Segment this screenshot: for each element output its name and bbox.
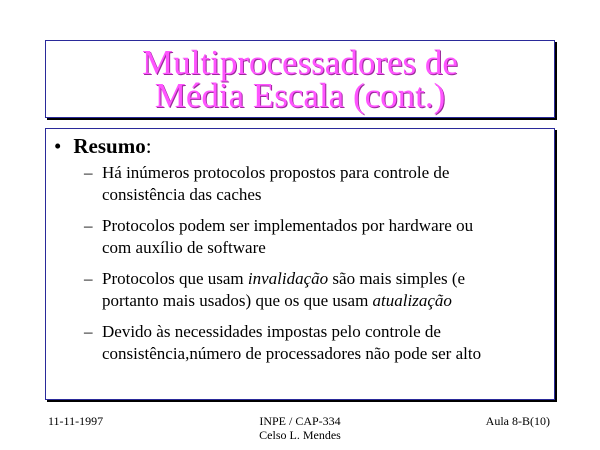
list-item-line (102, 268, 556, 290)
list-item-line: Há inúmeros protocolos propostos para controle de (102, 163, 450, 182)
slide-title-line-2: Média Escala (cont.) (154, 76, 446, 115)
list-item-text: Protocolos que usam (102, 269, 248, 288)
dash-marker: – (84, 216, 93, 235)
sub-item-list (46, 162, 556, 374)
bullet-label: Resumo (73, 134, 146, 158)
list-item (46, 321, 556, 365)
slide-body-box (45, 128, 555, 400)
list-item-text: são mais simples (e (328, 269, 466, 288)
list-item-line: consistência das caches (102, 185, 262, 204)
slide-title-line-1: Multiprocessadores de (142, 43, 458, 82)
bullet-marker: • (54, 134, 62, 158)
list-item-line: consistência,número de processadores não pode ser alto (102, 344, 482, 363)
footer-date: 11-11-1997 (48, 414, 104, 428)
footer-author: Celso L. Mendes (259, 428, 341, 442)
list-item-line: Devido às necessidades impostas pelo controle de (102, 322, 441, 341)
footer-course (230, 414, 370, 442)
list-item-line: Protocolos podem ser implementados por hardware ou (102, 216, 474, 235)
dash-marker: – (84, 322, 93, 341)
bullet-colon: : (145, 134, 152, 158)
emphasis-invalidacao: invalidação (247, 269, 329, 288)
list-item-text: portanto mais usados) que os que usam (102, 291, 373, 310)
dash-marker: – (84, 269, 93, 288)
footer-course-code: INPE / CAP-334 (259, 414, 341, 428)
bullet-resumo (54, 133, 152, 159)
list-item-line: com auxílio de software (102, 238, 266, 257)
emphasis-atualizacao: atualização (372, 291, 452, 310)
slide-title-box (45, 40, 555, 118)
list-item (46, 268, 556, 312)
list-item-line (102, 290, 556, 312)
dash-marker: – (84, 163, 93, 182)
list-item (46, 215, 556, 259)
footer-page-number: Aula 8-B(10) (485, 414, 550, 428)
list-item (46, 162, 556, 206)
